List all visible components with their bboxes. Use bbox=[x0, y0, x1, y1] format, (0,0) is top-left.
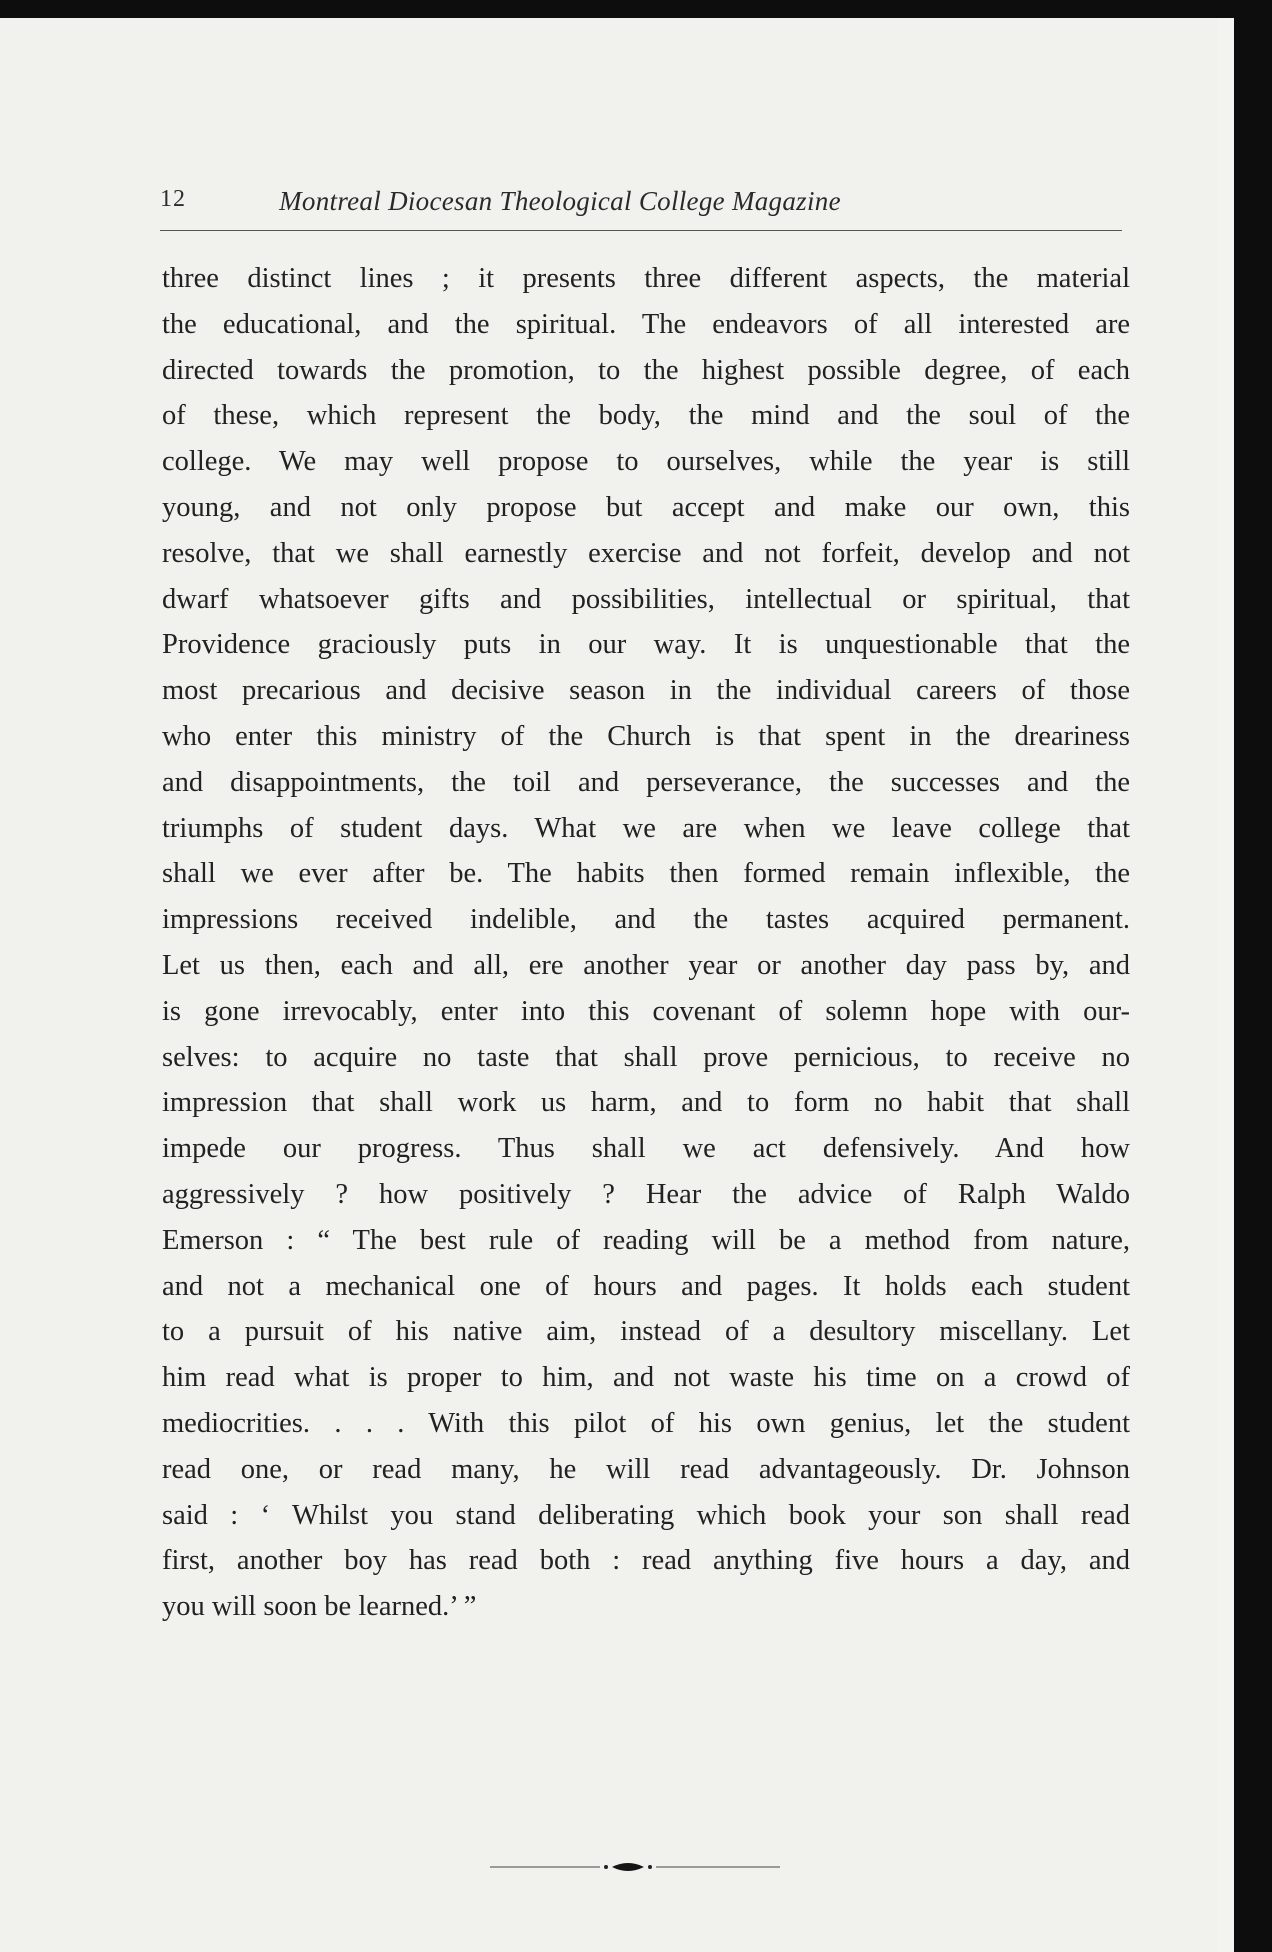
text-line: the educational, and the spiritual. The endeavors of all interested are bbox=[162, 308, 1130, 340]
text-line: impression that shall work us harm, and to form no habit that shall bbox=[162, 1087, 1130, 1119]
body-paragraph bbox=[162, 256, 1130, 1630]
text-line: and disappointments, the toil and perseverance, the successes and the bbox=[162, 766, 1130, 798]
text-line: dwarf whatsoever gifts and possibilities, intellectual or spiritual, that bbox=[162, 583, 1130, 615]
text-line: impressions received indelible, and the tastes acquired permanent. bbox=[162, 904, 1130, 936]
text-line: of these, which represent the body, the mind and the soul of the bbox=[162, 400, 1130, 432]
text-line: directed towards the promotion, to the highest possible degree, of each bbox=[162, 354, 1130, 386]
text-line: triumphs of student days. What we are when we leave college that bbox=[162, 812, 1130, 844]
text-line: Let us then, each and all, ere another year or another day pass by, and bbox=[162, 949, 1130, 981]
text-line: him read what is proper to him, and not waste his time on a crowd of bbox=[162, 1362, 1130, 1394]
text-line: impede our progress. Thus shall we act defensively. And how bbox=[162, 1133, 1130, 1165]
text-line: Emerson : “ The best rule of reading will be a method from nature, bbox=[162, 1224, 1130, 1256]
text-line: first, another boy has read both : read anything five hours a day, and bbox=[162, 1545, 1130, 1577]
text-line: college. We may well propose to ourselves, while the year is still bbox=[162, 446, 1130, 478]
running-head bbox=[160, 186, 1120, 220]
text-line: resolve, that we shall earnestly exercise and not forfeit, develop and not bbox=[162, 537, 1130, 569]
text-line: young, and not only propose but accept and make our own, this bbox=[162, 491, 1130, 523]
text-line: is gone irrevocably, enter into this covenant of solemn hope with our- bbox=[162, 995, 1130, 1027]
header-rule bbox=[160, 230, 1122, 231]
text-line: mediocrities. . . . With this pilot of his own genius, let the student bbox=[162, 1407, 1130, 1439]
text-line: aggressively ? how positively ? Hear the advice of Ralph Waldo bbox=[162, 1178, 1130, 1210]
page-number: 12 bbox=[160, 186, 186, 212]
section-end-ornament bbox=[490, 1856, 780, 1878]
text-line: three distinct lines ; it presents three different aspects, the material bbox=[162, 263, 1130, 294]
page-edge-strip bbox=[1218, 18, 1234, 1952]
text-line: selves: to acquire no taste that shall prove pernicious, to receive no bbox=[162, 1041, 1130, 1073]
text-line: and not a mechanical one of hours and pages. It holds each student bbox=[162, 1270, 1130, 1302]
text-line: most precarious and decisive season in the individual careers of those bbox=[162, 675, 1130, 707]
text-line-last: you will soon be learned.’ ” bbox=[162, 1591, 477, 1623]
text-line: read one, or read many, he will read advantageously. Dr. Johnson bbox=[162, 1453, 1130, 1485]
text-line: who enter this ministry of the Church is that spent in the dreariness bbox=[162, 720, 1130, 752]
text-line: to a pursuit of his native aim, instead of a desultory miscellany. Let bbox=[162, 1316, 1130, 1348]
text-line: Providence graciously puts in our way. It is unquestionable that the bbox=[162, 629, 1130, 661]
journal-title: Montreal Diocesan Theological College Magazine bbox=[279, 186, 841, 216]
text-line: said : ‘ Whilst you stand deliberating which book your son shall read bbox=[162, 1499, 1130, 1531]
text-line: shall we ever after be. The habits then formed remain inflexible, the bbox=[162, 858, 1130, 890]
